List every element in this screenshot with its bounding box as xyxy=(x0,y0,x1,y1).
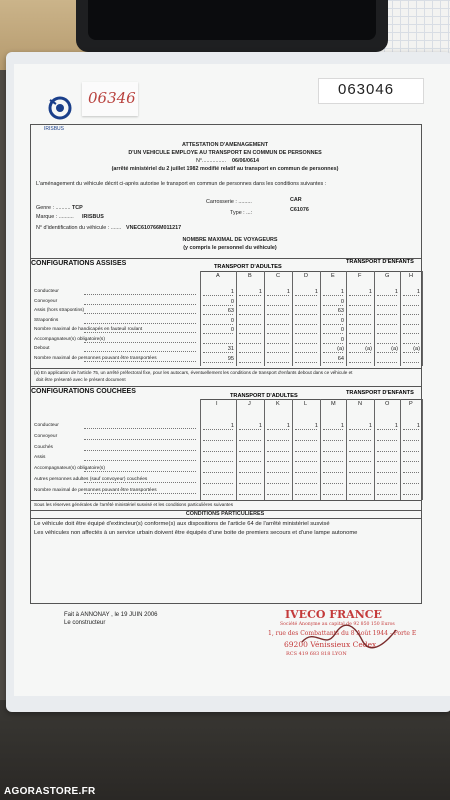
grid-line xyxy=(422,399,423,500)
reference-number: 063046 xyxy=(338,81,395,98)
cell-leader xyxy=(377,451,397,452)
cell-leader xyxy=(203,352,233,353)
couchees-row-label: Conducteur xyxy=(34,423,59,428)
grid-line xyxy=(292,399,293,500)
couchees-row-label: Nombre maximal de personnes pouvant être transportées xyxy=(34,487,157,493)
assis-cell: 63 xyxy=(337,308,344,314)
couchees-cell: 1 xyxy=(340,423,344,429)
assis-cell: 1 xyxy=(314,289,318,295)
stamp-line2: 1, rue des Combattants du 8 Août 1944 - Porte E xyxy=(268,630,417,637)
stamp-line1: Société Anonyme au capital de 92 850 150 Euros xyxy=(280,622,395,627)
cell-leader xyxy=(349,343,371,344)
dotted-leader xyxy=(84,361,196,362)
cell-leader xyxy=(295,494,317,495)
title-line2: D'UN VEHICULE EMPLOYE AU TRANSPORT EN COMMUN DE PERSONNES xyxy=(128,150,322,156)
phone xyxy=(76,0,388,52)
cell-leader xyxy=(239,343,261,344)
assis-col-a: A xyxy=(216,273,220,279)
cell-leader xyxy=(295,429,317,430)
cell-leader xyxy=(349,451,371,452)
number-value: 06/06/0614 xyxy=(232,158,259,164)
marque-value: IRISBUS xyxy=(82,214,104,220)
cell-leader xyxy=(377,429,397,430)
cell-leader xyxy=(323,343,343,344)
cell-leader xyxy=(239,461,261,462)
cell-leader xyxy=(349,324,371,325)
cell-leader xyxy=(239,429,261,430)
assis-cell: 63 xyxy=(227,308,234,314)
grid-line xyxy=(264,271,265,366)
cell-leader xyxy=(295,461,317,462)
cell-leader xyxy=(349,333,371,334)
assis-cell: (a) xyxy=(391,346,398,352)
phone-screen xyxy=(88,0,376,40)
cell-leader xyxy=(377,343,397,344)
cell-leader xyxy=(403,352,419,353)
cell-leader xyxy=(377,333,397,334)
cell-leader xyxy=(403,333,419,334)
cell-leader xyxy=(203,324,233,325)
cell-leader xyxy=(239,483,261,484)
cell-leader xyxy=(239,362,261,363)
cell-leader xyxy=(203,343,233,344)
cell-leader xyxy=(403,472,419,473)
cell-leader xyxy=(203,472,233,473)
divider xyxy=(30,386,422,387)
cell-leader xyxy=(323,451,343,452)
couchees-col-m: M xyxy=(331,401,336,407)
dotted-leader xyxy=(84,482,196,483)
dotted-leader xyxy=(84,493,196,494)
max-header-line2: (y compris le personnel du véhicule) xyxy=(183,245,277,251)
dotted-leader xyxy=(84,323,196,324)
assis-col-g: G xyxy=(385,273,390,279)
cell-leader xyxy=(403,305,419,306)
place-date: Fait à ANNONAY , le 19 JUIN 2006 xyxy=(64,612,158,618)
cell-leader xyxy=(203,483,233,484)
constructeur-label: Le constructeur xyxy=(64,620,106,626)
cell-leader xyxy=(323,333,343,334)
assis-cell: 1 xyxy=(394,289,398,295)
cell-leader xyxy=(239,440,261,441)
cell-leader xyxy=(323,305,343,306)
grid-line xyxy=(236,271,237,366)
cell-leader xyxy=(403,362,419,363)
assis-cell: 0 xyxy=(340,317,344,324)
cell-leader xyxy=(377,352,397,353)
cell-leader xyxy=(349,440,371,441)
couchees-row-label: Convoyeur xyxy=(34,433,58,439)
grid-line xyxy=(200,271,201,366)
couchees-adults-header: TRANSPORT D'ADULTES xyxy=(230,393,298,399)
assis-col-h: H xyxy=(409,273,414,279)
cell-leader xyxy=(323,429,343,430)
cell-leader xyxy=(267,494,289,495)
cell-leader xyxy=(323,483,343,484)
cell-leader xyxy=(295,343,317,344)
max-header-line1: NOMBRE MAXIMAL DE VOYAGEURS xyxy=(182,237,278,243)
cell-leader xyxy=(377,324,397,325)
cell-leader xyxy=(267,483,289,484)
assis-footnote-1: (a) En application de l'article 75, un arrêté préfectoral fixe, pour les autocars, éventuellement les conditions de transport d'enfants debout dans ce véhicule et xyxy=(34,370,353,375)
floor xyxy=(0,700,450,800)
carrosserie-value: CAR xyxy=(290,197,302,203)
cell-leader xyxy=(239,451,261,452)
cell-leader xyxy=(267,429,289,430)
carrosserie-label: Carrosserie : ......... xyxy=(206,199,252,205)
cell-leader xyxy=(349,461,371,462)
cell-leader xyxy=(377,295,397,296)
assis-row-label: Nombre maximal de personnes pouvant être transportées xyxy=(34,355,157,361)
cell-leader xyxy=(295,305,317,306)
assis-row-label: Strapontins xyxy=(34,317,59,323)
assis-row-label: Convoyeur xyxy=(34,298,58,304)
couchees-title: CONFIGURATIONS COUCHEES xyxy=(31,388,136,395)
cell-leader xyxy=(377,461,397,462)
assis-col-b: B xyxy=(248,273,252,279)
cell-leader xyxy=(403,440,419,441)
cell-leader xyxy=(203,429,233,430)
cell-leader xyxy=(403,343,419,344)
dotted-leader xyxy=(84,304,196,305)
dotted-leader xyxy=(84,471,196,472)
couchees-row-label: Assis xyxy=(34,455,46,461)
assis-cell: 1 xyxy=(286,289,290,295)
couchees-col-n: N xyxy=(358,401,363,407)
type-label: Type : ...: xyxy=(230,210,253,216)
cell-leader xyxy=(267,362,289,363)
intro-text: L'aménagement du véhicule décrit ci-après autorise le transport en commun de personnes dans les conditions suivantes : xyxy=(36,181,327,187)
cell-leader xyxy=(267,472,289,473)
stamp-line4: RCS 419 683 818 LYON xyxy=(286,651,347,657)
cell-leader xyxy=(349,314,371,315)
assis-cell: 0 xyxy=(340,327,344,333)
divider xyxy=(200,399,422,400)
dotted-leader xyxy=(84,460,196,461)
cell-leader xyxy=(323,295,343,296)
couchees-cell: 1 xyxy=(416,423,420,429)
cell-leader xyxy=(323,324,343,325)
cell-leader xyxy=(323,494,343,495)
couchees-cell: 1 xyxy=(314,423,318,429)
assis-cell: 0 xyxy=(340,298,344,305)
couchees-cell: 1 xyxy=(394,423,398,429)
vin-label: N° d'identification du véhicule : ....... xyxy=(36,225,122,231)
irisbus-logo-icon xyxy=(46,96,74,126)
couchees-col-i: I xyxy=(216,401,218,407)
dotted-leader xyxy=(84,313,196,314)
particulieres-line1: Le véhicule doit être équipé d'extincteur(s) conforme(s) aux dispositions de l'article 64 de l'arrêté ministériel susvisé xyxy=(34,521,330,527)
handwritten-number: 06346 xyxy=(88,89,136,107)
cell-leader xyxy=(267,305,289,306)
cell-leader xyxy=(267,461,289,462)
cell-leader xyxy=(239,333,261,334)
grid-line xyxy=(200,399,201,500)
divider xyxy=(30,518,422,519)
decree-text: (arrêté ministériel du 2 juillet 1982 modifié relatif au transport en commun de personnes) xyxy=(111,166,339,172)
cell-leader xyxy=(377,472,397,473)
assis-cell: 64 xyxy=(337,355,344,362)
assis-cell: 31 xyxy=(227,346,234,352)
cell-leader xyxy=(295,333,317,334)
cell-leader xyxy=(267,343,289,344)
cell-leader xyxy=(239,314,261,315)
cell-leader xyxy=(295,324,317,325)
couchees-col-p: P xyxy=(409,401,413,407)
cell-leader xyxy=(203,494,233,495)
cell-leader xyxy=(203,295,233,296)
cell-leader xyxy=(295,451,317,452)
cell-leader xyxy=(377,305,397,306)
grid-line xyxy=(422,271,423,366)
assis-cell: 95 xyxy=(227,355,234,362)
assis-cell: 0 xyxy=(230,298,234,305)
divider xyxy=(200,271,422,272)
logo-text: IRISBUS xyxy=(44,126,65,132)
assis-col-d: D xyxy=(304,273,309,279)
dotted-leader xyxy=(84,342,196,343)
cell-leader xyxy=(349,305,371,306)
cell-leader xyxy=(403,295,419,296)
cell-leader xyxy=(349,483,371,484)
cell-leader xyxy=(267,333,289,334)
cell-leader xyxy=(403,429,419,430)
cell-leader xyxy=(267,440,289,441)
grid-line xyxy=(320,399,321,500)
dotted-leader xyxy=(84,450,196,451)
assis-cell: 1 xyxy=(368,289,372,295)
grid-line xyxy=(320,271,321,366)
couchees-col-j: J xyxy=(248,401,251,407)
cell-leader xyxy=(295,295,317,296)
assis-title: CONFIGURATIONS ASSISES xyxy=(31,260,127,267)
assis-cell: 0 xyxy=(230,327,234,333)
couchees-col-k: K xyxy=(276,401,280,407)
cell-leader xyxy=(377,483,397,484)
cell-leader xyxy=(203,362,233,363)
grid-line xyxy=(400,271,401,366)
assis-row-label: Accompagnateur(s) obligatoire(s) xyxy=(34,336,105,342)
assis-cell: 1 xyxy=(258,289,262,295)
cell-leader xyxy=(267,451,289,452)
assis-cell: (a) xyxy=(413,346,420,352)
grid-line xyxy=(346,271,347,366)
couchees-cell: 1 xyxy=(230,423,234,429)
cell-leader xyxy=(349,429,371,430)
assis-cell: (a) xyxy=(365,346,372,352)
cell-leader xyxy=(403,483,419,484)
cell-leader xyxy=(377,440,397,441)
assis-adults-header: TRANSPORT D'ADULTES xyxy=(214,264,282,270)
assis-cell: 1 xyxy=(230,289,234,295)
watermark: AGORASTORE.FR xyxy=(4,786,96,797)
cell-leader xyxy=(323,352,343,353)
cell-leader xyxy=(239,295,261,296)
assis-cell: 1 xyxy=(340,289,344,295)
dotted-leader xyxy=(84,332,196,333)
vin-value: VNEC610766M011217 xyxy=(126,225,182,231)
assis-children-header: TRANSPORT D'ENFANTS xyxy=(346,259,414,265)
cell-leader xyxy=(203,305,233,306)
cell-leader xyxy=(239,352,261,353)
cell-leader xyxy=(295,352,317,353)
stamp-line3: 69200 Vénissieux Cedex xyxy=(284,640,377,649)
cell-leader xyxy=(203,314,233,315)
signature-scribble xyxy=(300,622,400,652)
couchees-row-label: Accompagnateur(s) obligatoire(s) xyxy=(34,466,105,472)
cell-leader xyxy=(323,314,343,315)
cell-leader xyxy=(203,333,233,334)
cell-leader xyxy=(267,352,289,353)
cell-leader xyxy=(403,494,419,495)
divider xyxy=(30,500,422,501)
cell-leader xyxy=(403,461,419,462)
cell-leader xyxy=(349,352,371,353)
cell-leader xyxy=(403,451,419,452)
cell-leader xyxy=(349,295,371,296)
couchees-row-label: Couchés xyxy=(34,444,53,450)
cell-leader xyxy=(239,494,261,495)
title-line1: ATTESTATION D'AMENAGEMENT xyxy=(181,142,269,148)
dotted-leader xyxy=(84,439,196,440)
couchees-cell: 1 xyxy=(368,423,372,429)
grid-line xyxy=(292,271,293,366)
couchees-children-header: TRANSPORT D'ENFANTS xyxy=(346,390,414,396)
assis-row-label: Nombre maximal de handicapés en fauteuil roulant xyxy=(34,327,143,332)
assis-footnote-2: doit être présenté avec le présent document xyxy=(36,377,126,382)
cell-leader xyxy=(203,461,233,462)
cell-leader xyxy=(349,472,371,473)
cell-leader xyxy=(267,324,289,325)
genre-value: TCP xyxy=(72,205,83,211)
cell-leader xyxy=(323,440,343,441)
grid-line xyxy=(264,399,265,500)
assis-row-label: Conducteur xyxy=(34,289,59,294)
type-value: C61076 xyxy=(290,207,309,213)
grid-line xyxy=(236,399,237,500)
cell-leader xyxy=(267,314,289,315)
cell-leader xyxy=(349,494,371,495)
cell-leader xyxy=(239,472,261,473)
couchees-cell: 1 xyxy=(286,423,290,429)
cell-leader xyxy=(203,451,233,452)
assis-cell: 0 xyxy=(230,317,234,324)
couchees-row-label: Autres personnes adultes (sauf convoyeur) couchées xyxy=(34,477,148,482)
assis-row-label: Assis (hors strapontins) xyxy=(34,308,85,313)
cell-leader xyxy=(295,483,317,484)
cell-leader xyxy=(267,295,289,296)
assis-row-label: Debout xyxy=(34,346,50,351)
divider xyxy=(30,368,422,369)
cell-leader xyxy=(295,472,317,473)
assis-col-f: F xyxy=(358,273,362,279)
grid-line xyxy=(346,399,347,500)
genre-label: Genre : .......... xyxy=(36,205,71,211)
marque-label: Marque : .......... xyxy=(36,214,74,220)
stamp-company: IVECO FRANCE xyxy=(285,608,382,621)
dotted-leader xyxy=(84,294,196,295)
dotted-leader xyxy=(84,351,196,352)
assis-col-e: E xyxy=(331,273,335,279)
cell-leader xyxy=(295,440,317,441)
number-label: N°................ xyxy=(196,158,227,164)
cell-leader xyxy=(377,362,397,363)
assis-cell: 0 xyxy=(340,336,344,343)
couchees-cell: 1 xyxy=(258,423,262,429)
cell-leader xyxy=(203,440,233,441)
cell-leader xyxy=(349,362,371,363)
cell-leader xyxy=(377,314,397,315)
cell-leader xyxy=(323,362,343,363)
particulieres-title: CONDITIONS PARTICULIERES xyxy=(185,511,265,517)
couchees-col-o: O xyxy=(385,401,390,407)
grid-line xyxy=(400,399,401,500)
assis-cell: 1 xyxy=(416,289,420,295)
dotted-leader xyxy=(84,428,196,429)
assis-col-c: C xyxy=(276,273,281,279)
cell-leader xyxy=(239,305,261,306)
cell-leader xyxy=(403,314,419,315)
cell-leader xyxy=(323,472,343,473)
reserves-text: Sous les réserves générales de l'arrêté ministériel susvisé et les conditions particulières suivantes xyxy=(34,502,234,507)
cell-leader xyxy=(239,324,261,325)
grid-line xyxy=(374,271,375,366)
cell-leader xyxy=(295,314,317,315)
assis-cell: (a) xyxy=(337,346,344,352)
cell-leader xyxy=(377,494,397,495)
cell-leader xyxy=(403,324,419,325)
cell-leader xyxy=(323,461,343,462)
grid-line xyxy=(374,399,375,500)
cell-leader xyxy=(295,362,317,363)
couchees-col-l: L xyxy=(304,401,308,407)
particulieres-line2: Les véhicules non affectés à un service urbain doivent être équipés d'une boite de premiers secours et d'une lampe autonome xyxy=(34,530,358,536)
